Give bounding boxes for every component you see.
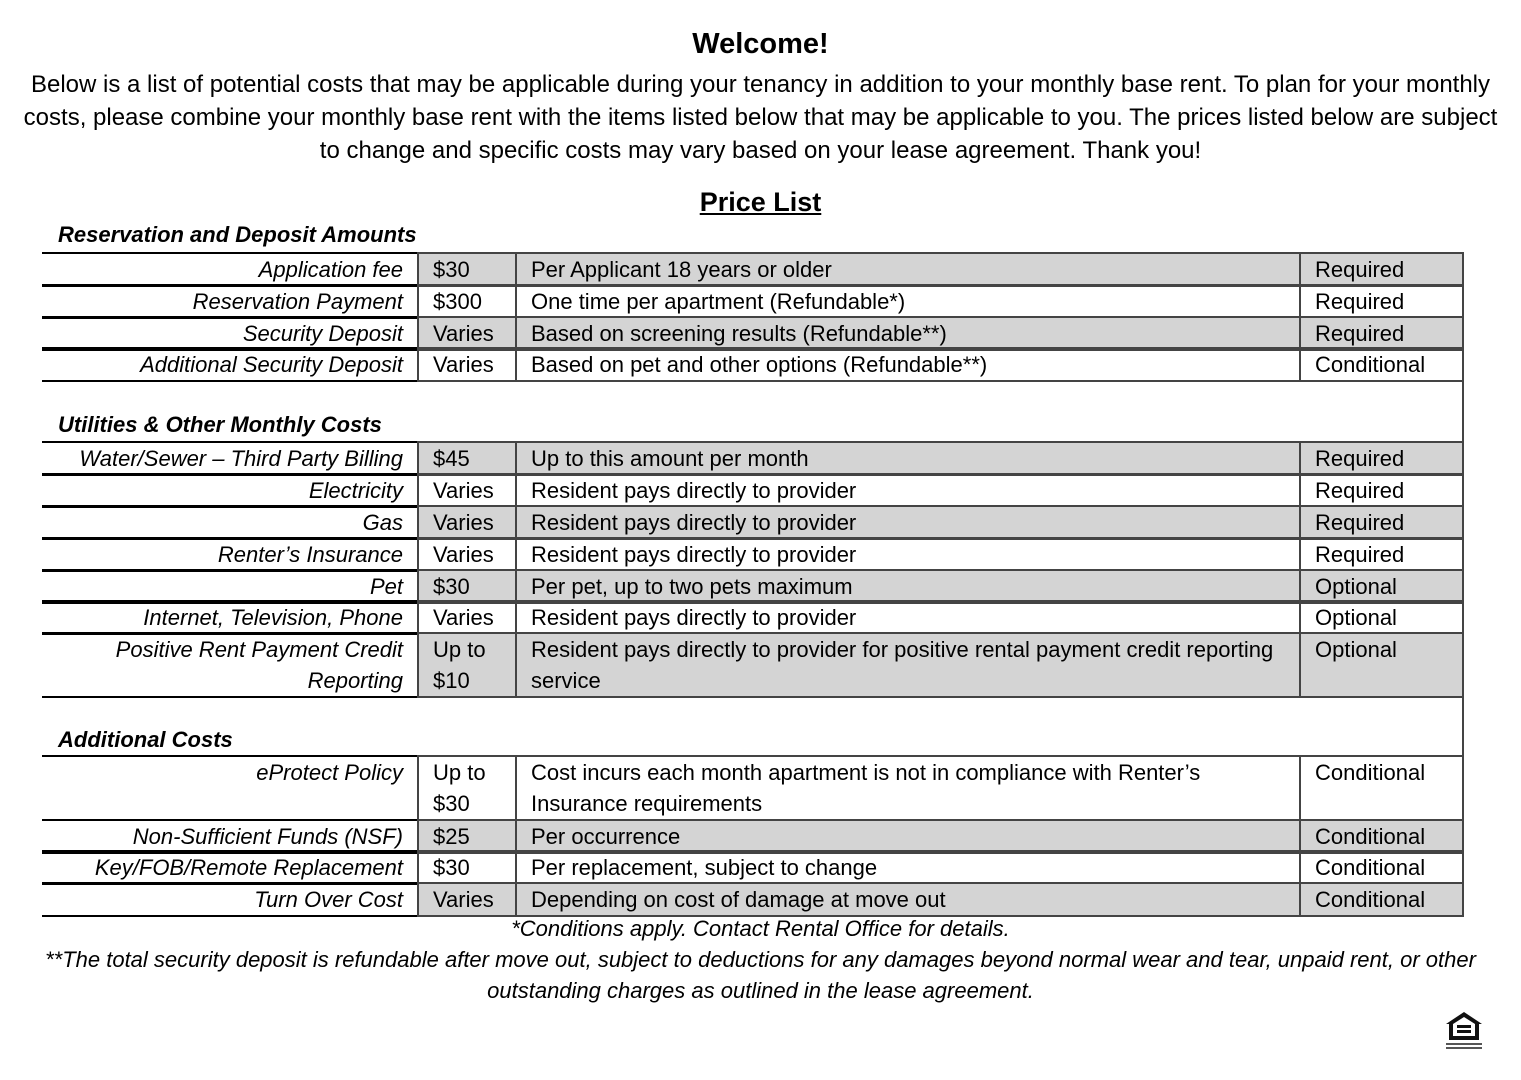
row-description: Resident pays directly to provider [517,473,1301,508]
intro-paragraph: Below is a list of potential costs that may be applicable during your tenancy in addition to your monthly base rent. To plan for your monthly costs, please combine your monthly base rent with the items listed below that may be applicable to you. The prices listed below are subject to change and specific costs may vary based on your lease agreement. Thank you! [23,71,1498,164]
section-heading-utilities: Utilities & Other Monthly Costs [58,412,382,437]
row-status: Optional [1301,600,1464,635]
row-description: Cost incurs each month apartment is not in compliance with Renter’s Insurance requirements [517,755,1301,821]
row-amount: Varies [417,347,517,382]
row-label: Application fee [42,252,417,287]
table-row [42,755,1464,821]
row-amount: Varies [417,600,517,635]
row-description: Resident pays directly to provider [517,537,1301,572]
row-label: Internet, Television, Phone [42,600,417,635]
row-description: Depending on cost of damage at move out [517,882,1301,917]
row-status: Required [1301,316,1464,351]
row-status: Optional [1301,569,1464,604]
footnote-conditions: *Conditions apply. Contact Rental Office for details. [511,916,1010,941]
table-row [42,252,1464,287]
row-label: Key/FOB/Remote Replacement [42,850,417,885]
row-amount: $30 [417,252,517,287]
table-row [42,316,1464,351]
table-row [42,850,1464,885]
row-label: Renter’s Insurance [42,537,417,572]
row-description: Per replacement, subject to change [517,850,1301,885]
row-status: Conditional [1301,819,1464,854]
row-label: Reservation Payment [42,284,417,319]
section-heading-reservation: Reservation and Deposit Amounts [58,222,417,247]
row-description: Per pet, up to two pets maximum [517,569,1301,604]
table-row [42,441,1464,476]
row-label: Additional Security Deposit [42,347,417,382]
row-label: Non-Sufficient Funds (NSF) [42,819,417,854]
row-label: Turn Over Cost [42,882,417,917]
row-amount: Up to $10 [417,632,517,698]
row-status: Required [1301,252,1464,287]
row-label: Pet [42,569,417,604]
row-amount: $30 [417,850,517,885]
row-status: Conditional [1301,850,1464,885]
row-description: One time per apartment (Refundable*) [517,284,1301,319]
row-label: Gas [42,505,417,540]
row-description: Resident pays directly to provider [517,600,1301,635]
row-amount: $30 [417,569,517,604]
table-row [42,632,1464,698]
row-status: Optional [1301,632,1464,698]
row-amount: Varies [417,473,517,508]
footnote-security-deposit: **The total security deposit is refundable after move out, subject to deductions for any damages beyond normal wear and tear, unpaid rent, or other outstanding charges as outlined in the lease agreement. [45,947,1476,1003]
section-heading-additional: Additional Costs [58,727,233,752]
row-status: Conditional [1301,347,1464,382]
page-title: Welcome! [692,28,829,60]
row-label: eProtect Policy [42,755,417,821]
row-label: Positive Rent Payment Credit Reporting [42,632,417,698]
row-status: Required [1301,537,1464,572]
row-label: Electricity [42,473,417,508]
table-row [42,347,1464,382]
row-status: Conditional [1301,882,1464,917]
row-amount: $25 [417,819,517,854]
row-amount: $45 [417,441,517,476]
row-status: Required [1301,505,1464,540]
equal-housing-opportunity-icon [1444,1010,1484,1052]
table-row [42,537,1464,572]
row-label: Security Deposit [42,316,417,351]
row-description: Resident pays directly to provider for positive rental payment credit reporting service [517,632,1301,698]
table-frame-edge [1462,381,1464,441]
row-status: Conditional [1301,755,1464,821]
table-row [42,505,1464,540]
table-frame-edge [1462,696,1464,756]
row-description: Resident pays directly to provider [517,505,1301,540]
row-amount: Varies [417,882,517,917]
row-amount: $300 [417,284,517,319]
table-row [42,569,1464,604]
row-description: Per occurrence [517,819,1301,854]
row-amount: Varies [417,537,517,572]
table-row [42,600,1464,635]
table-row [42,473,1464,508]
table-row [42,882,1464,917]
row-amount: Varies [417,505,517,540]
row-status: Required [1301,284,1464,319]
price-list-title: Price List [699,187,822,217]
row-description: Based on pet and other options (Refundable**) [517,347,1301,382]
row-status: Required [1301,441,1464,476]
row-amount: Up to $30 [417,755,517,821]
table-row [42,819,1464,854]
row-description: Per Applicant 18 years or older [517,252,1301,287]
row-label: Water/Sewer – Third Party Billing [42,441,417,476]
row-description: Based on screening results (Refundable**) [517,316,1301,351]
table-row [42,284,1464,319]
row-amount: Varies [417,316,517,351]
row-status: Required [1301,473,1464,508]
row-description: Up to this amount per month [517,441,1301,476]
